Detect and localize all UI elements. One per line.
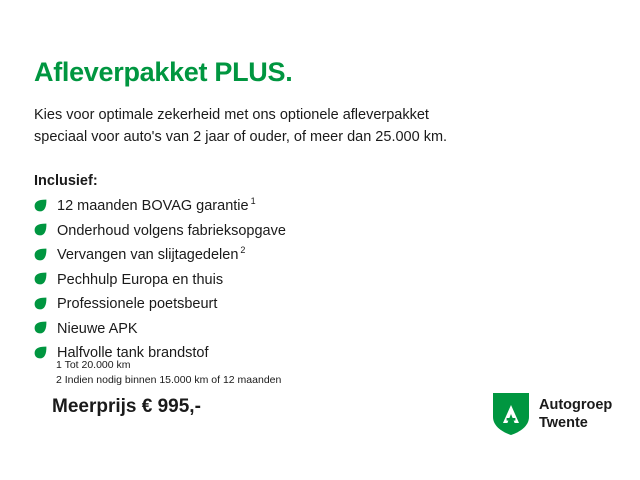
list-item-label: 12 maanden BOVAG garantie $^1$ (57, 196, 256, 215)
list-item (34, 193, 574, 218)
list-item (34, 316, 574, 341)
leaf-bullet-icon (34, 199, 47, 212)
inclusief-heading: Inclusief: (34, 173, 98, 189)
intro-line-2: speciaal voor auto's van 2 jaar of ouder, of meer dan 25.000 km. (34, 129, 448, 146)
footnotes (56, 358, 281, 388)
page-title: Afleverpakket PLUS. (34, 57, 293, 87)
list-item (34, 291, 574, 316)
leaf-bullet-icon (34, 321, 47, 334)
footnote-marker: 1 (250, 196, 256, 207)
shield-logo-icon (492, 392, 530, 436)
list-item-label: Onderhoud volgens fabrieksopgave (57, 222, 286, 239)
brand-logo (492, 392, 612, 436)
left-margin-bar (0, 0, 18, 480)
leaf-bullet-icon (34, 248, 47, 261)
right-margin-bar (622, 0, 640, 480)
leaf-bullet-icon (34, 223, 47, 236)
leaf-bullet-icon (34, 346, 47, 359)
leaf-bullet-icon (34, 272, 47, 285)
list-item (34, 242, 574, 267)
footnote-marker: 2 (240, 245, 246, 256)
footnote-1: 1 Tot 20.000 km (56, 359, 131, 371)
footnote-2: 2 Indien nodig binnen 15.000 km of 12 maanden (56, 374, 282, 387)
brand-line-1: Autogroep (539, 396, 613, 413)
list-item-label: Halfvolle tank brandstof (57, 345, 209, 362)
list-item-label: Nieuwe APK (57, 320, 138, 337)
list-item-label: Pechhulp Europa en thuis (57, 271, 224, 288)
brand-line-2: Twente (539, 415, 588, 431)
feature-list (34, 193, 574, 365)
list-item-label: Vervangen van slijtagedelen $^2$ (57, 245, 246, 264)
brand-name (539, 396, 612, 432)
list-item (34, 267, 574, 292)
leaf-bullet-icon (34, 297, 47, 310)
price-label: Meerprijs € 995,- (52, 396, 201, 417)
list-item (34, 218, 574, 243)
list-item-label: Professionele poetsbeurt (57, 296, 218, 313)
intro-line-1: Kies voor optimale zekerheid met ons optionele afleverpakket (34, 107, 429, 123)
intro-paragraph (34, 104, 564, 149)
